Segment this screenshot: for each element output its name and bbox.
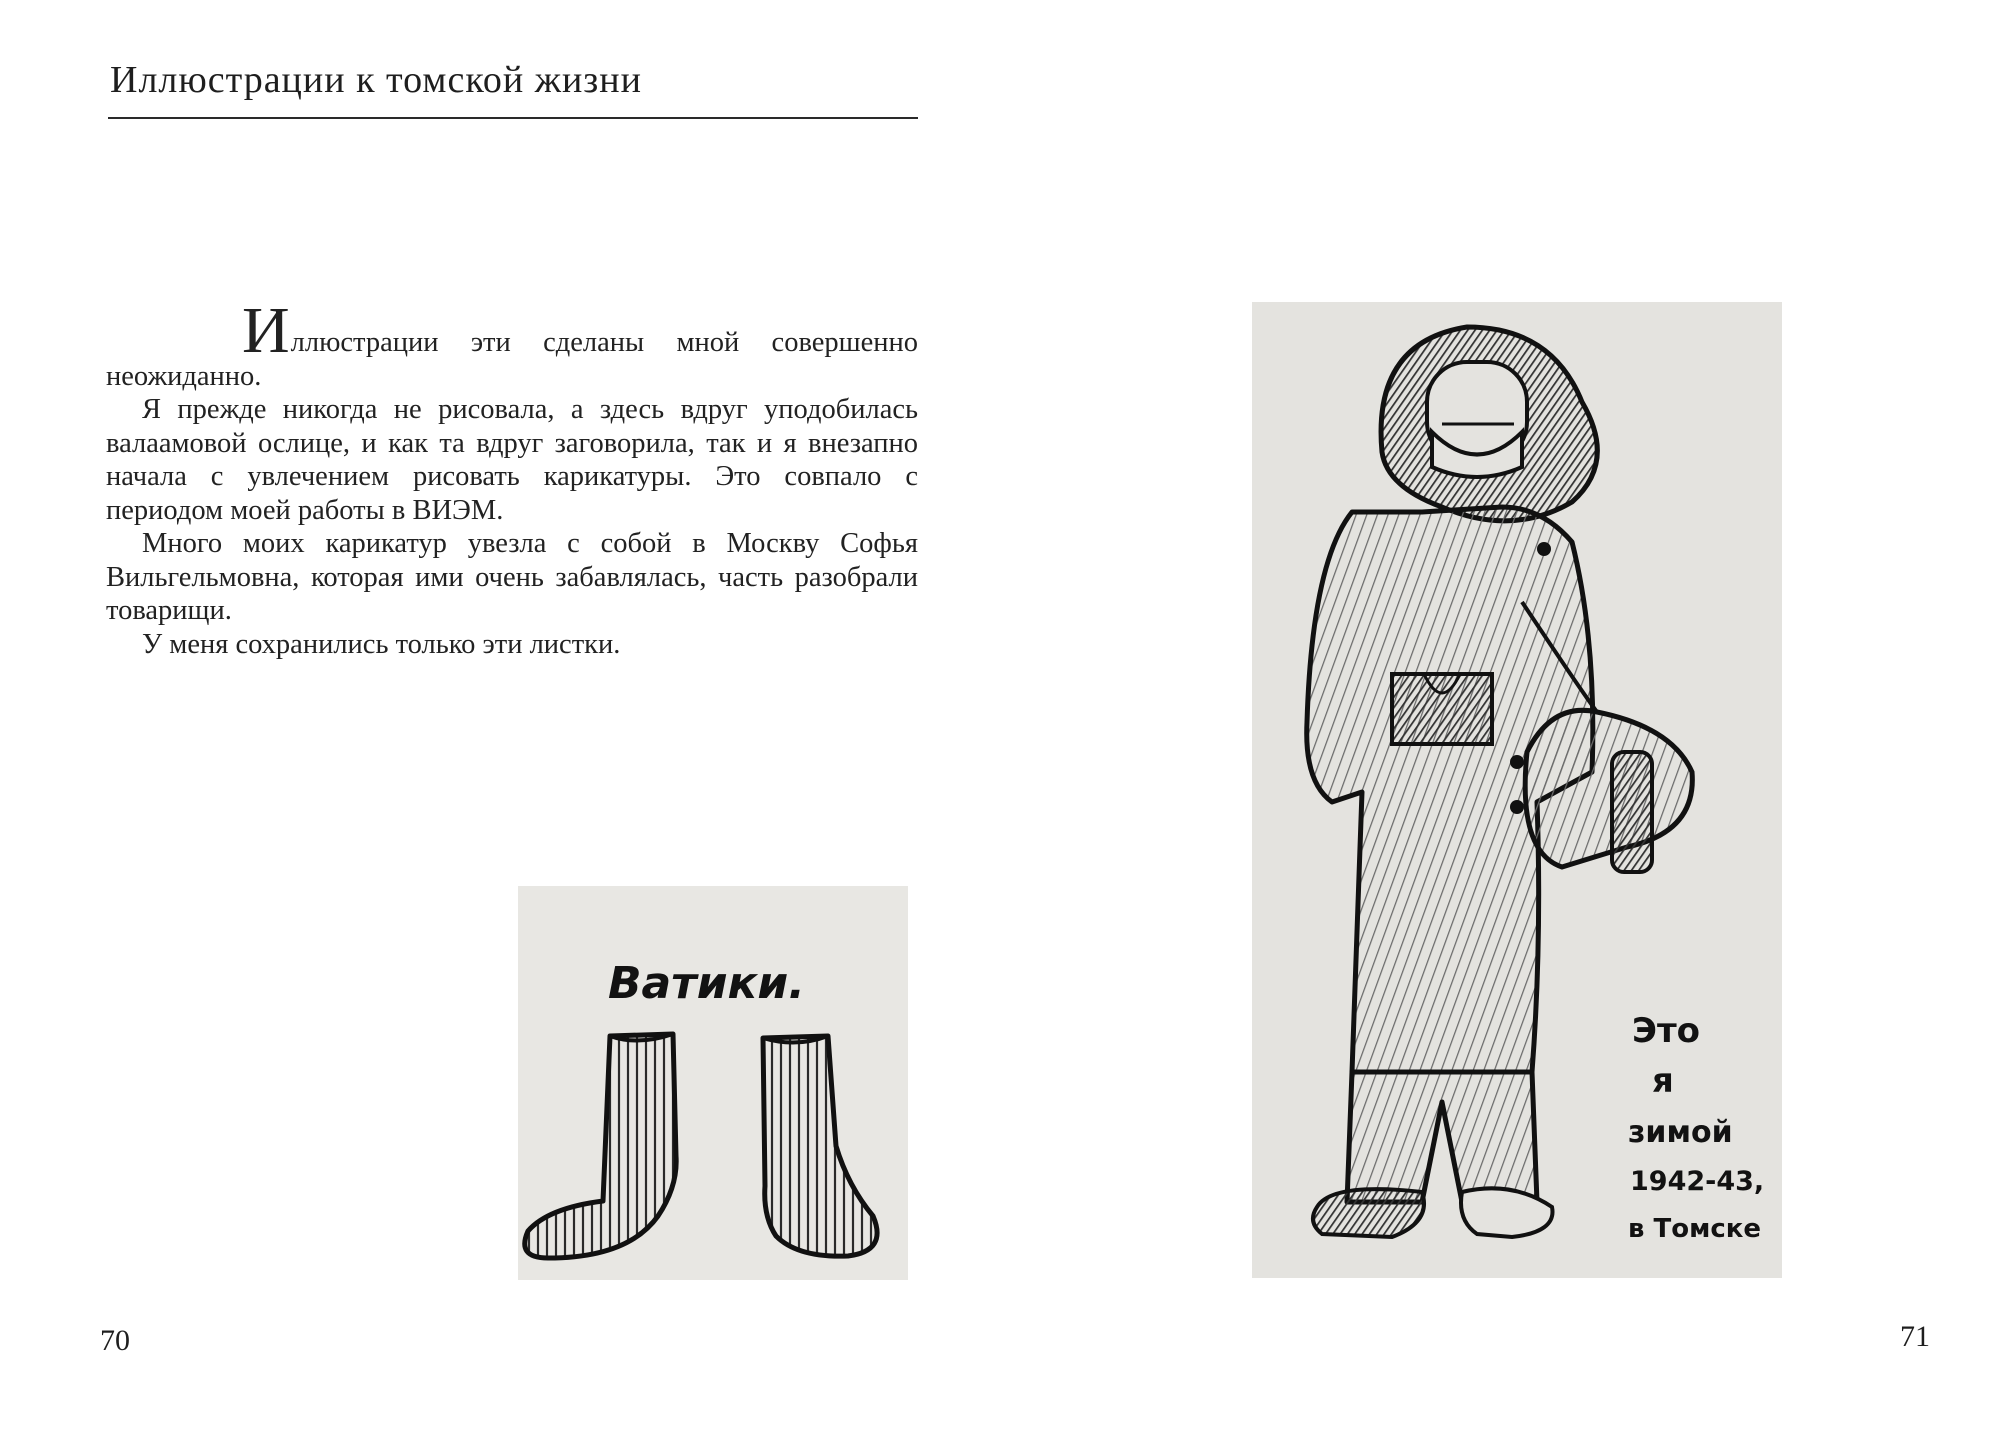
paragraph-4: У меня сохранились только эти листки. — [142, 628, 621, 660]
running-title: Иллюстрации к томской жизни — [110, 59, 642, 101]
body-text — [106, 294, 918, 661]
self-portrait-sketch — [1252, 302, 1782, 1278]
left-boot — [525, 1034, 676, 1258]
portrait-caption-line: зимой — [1628, 1115, 1733, 1150]
drop-cap: И — [242, 294, 290, 367]
paragraph-2: Я прежде никогда не рисовала, а здесь вдруг уподобилась валаамовой ослице, и как та вдруг заговорила, так и я внезапно начала с увлечением рисовать карикатуры. Это совпало с периодом моей работы в ВИЭМ. — [106, 394, 918, 526]
right-boot — [763, 1036, 877, 1256]
boots-sketch — [518, 886, 908, 1280]
page-number-left: 70 — [100, 1324, 130, 1357]
portrait-caption-line: я — [1652, 1061, 1674, 1101]
portrait-caption-line: 1942-43, — [1630, 1166, 1765, 1197]
page-number-right: 71 — [1900, 1320, 1930, 1353]
portrait-caption — [1628, 1011, 1764, 1244]
portrait-caption-line: Это — [1632, 1011, 1701, 1051]
boots-drawing — [518, 886, 908, 1280]
paragraph-1 — [106, 294, 918, 393]
self-portrait-drawing — [1252, 302, 1782, 1278]
paragraph-1-text: ллюстрации эти сделаны мной совершенно неожиданно. — [106, 327, 918, 392]
paragraph-3: Много моих карикатур увезла с собой в Москву Софья Вильгельмовна, которая ими очень забавлялась, часть разобрали товарищи. — [106, 528, 918, 626]
header-rule — [108, 117, 918, 119]
bag — [1525, 710, 1692, 867]
boots-caption: Ватики. — [608, 958, 805, 1009]
portrait-caption-line: в Томске — [1628, 1214, 1762, 1244]
